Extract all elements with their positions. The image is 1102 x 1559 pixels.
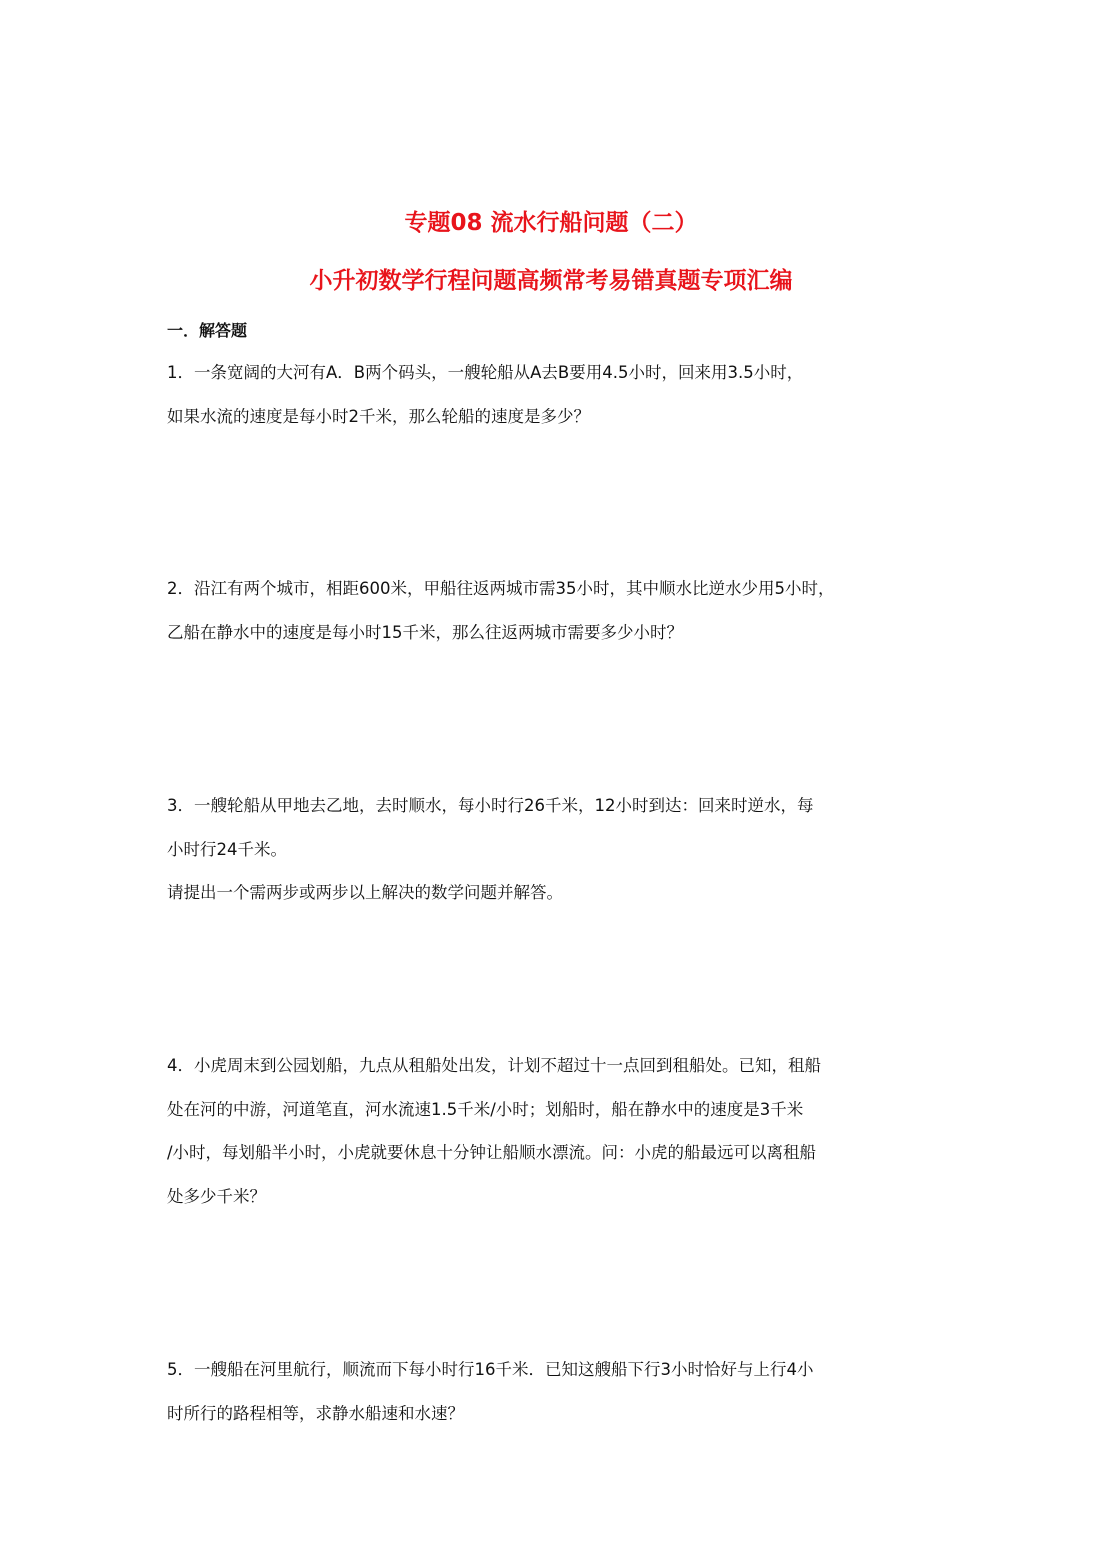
question-line: 小时行24千米。 xyxy=(167,839,287,859)
question-line: 乙船在静水中的速度是每小时15千米，那么往返两城市需要多少小时？ xyxy=(167,622,683,642)
question-line: 处在河的中游，河道笔直，河水流速1.5千米/小时；划船时，船在静水中的速度是3千米 xyxy=(167,1099,804,1119)
question-line: 1．一条宽阔的大河有A．B两个码头，一艘轮船从A去B要用4.5小时，回来用3.5小时， xyxy=(167,363,804,382)
question-line: 请提出一个需两步或两步以上解决的数学问题并解答。 xyxy=(167,883,563,902)
question-line: 3．一艘轮船从甲地去乙地，去时顺水，每小时行26千米，12小时到达：回来时逆水，每 xyxy=(167,796,814,815)
document-title: 专题08 流水行船问题（二） xyxy=(404,210,698,236)
document-subtitle: 小升初数学行程问题高频常考易错真题专项汇编 xyxy=(309,268,793,294)
question-3 xyxy=(167,795,947,926)
question-line: 4．小虎周末到公园划船，九点从租船处出发，计划不超过十一点回到租船处。已知，租船 xyxy=(167,1056,821,1075)
question-line: 5．一艘船在河里航行，顺流而下每小时行16千米．已知这艘船下行3小时恰好与上行4小 xyxy=(167,1360,814,1379)
question-5 xyxy=(167,1359,947,1446)
question-4 xyxy=(167,1055,947,1229)
question-1 xyxy=(167,362,947,449)
question-line: 处多少千米？ xyxy=(167,1186,266,1206)
section-heading: 一．解答题 xyxy=(167,321,248,340)
question-line: 时所行的路程相等，求静水船速和水速？ xyxy=(167,1403,464,1423)
question-line: 2．沿江有两个城市，相距600米，甲船往返两城市需35小时，其中顺水比逆水少用5小时， xyxy=(167,579,835,598)
question-line: /小时，每划船半小时，小虎就要休息十分钟让船顺水漂流。问：小虎的船最远可以离租船 xyxy=(167,1143,817,1162)
question-2 xyxy=(167,578,947,665)
question-line: 如果水流的速度是每小时2千米，那么轮船的速度是多少？ xyxy=(167,406,590,426)
